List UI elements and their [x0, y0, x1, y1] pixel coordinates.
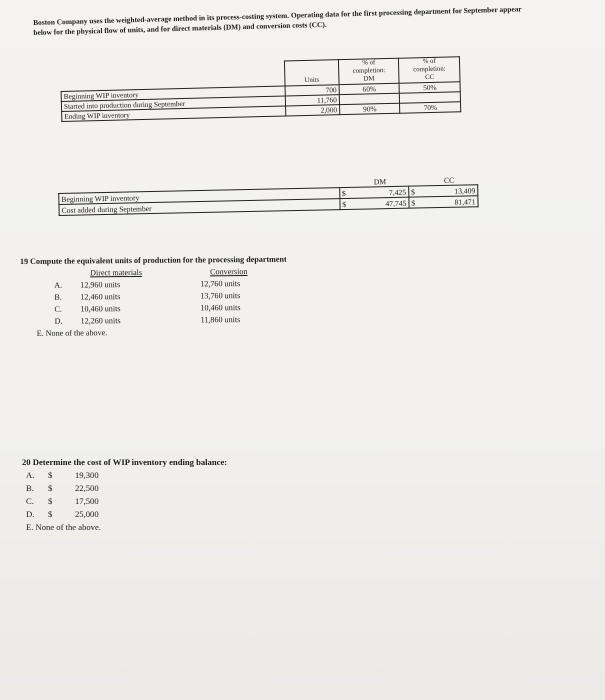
dm-header: DM — [373, 176, 387, 186]
option-letter: C. — [26, 496, 34, 506]
option-cc: 13,760 units — [200, 291, 241, 301]
question-20 — [22, 457, 322, 534]
cc-cost: 81,471 — [421, 196, 478, 208]
currency-sign: $ — [408, 186, 420, 197]
currency-sign: $ — [48, 509, 53, 519]
cc-header-line3: CC — [424, 73, 435, 82]
row-label: Beginning WIP inventory — [59, 188, 340, 205]
answer-option-c[interactable] — [22, 495, 322, 508]
option-cc: 12,760 units — [200, 279, 241, 289]
currency-sign: $ — [48, 483, 53, 493]
answer-option-a[interactable] — [22, 469, 322, 482]
cc-header-line2: completion: — [413, 65, 446, 74]
option-letter: A. — [26, 470, 35, 480]
row-label: Beginning WIP inventory — [61, 86, 285, 101]
option-cc: 10,460 units — [200, 303, 241, 313]
currency-sign: $ — [339, 187, 351, 198]
option-letter: D. — [26, 509, 35, 519]
dm-header-line3: DM — [363, 75, 375, 83]
option-amount: 25,000 — [75, 509, 99, 519]
units-header: Units — [304, 76, 320, 85]
option-dm: 12,460 units — [80, 292, 121, 302]
option-dm: 10,460 units — [80, 304, 121, 314]
dm-pct: 90% — [339, 103, 400, 114]
answer-option-e[interactable] — [22, 521, 322, 534]
option-letter: C. — [54, 304, 62, 314]
option-letter: A. — [54, 280, 63, 290]
answer-option-b[interactable] — [22, 482, 322, 495]
col-header-dm: Direct materials — [90, 267, 143, 278]
row-label: Ending WIP inventory — [62, 106, 286, 121]
row-label: Started into production during September — [61, 96, 285, 111]
currency-sign: $ — [340, 198, 352, 209]
currency-sign: $ — [48, 496, 53, 506]
dm-cost: 7,425 — [352, 186, 409, 198]
cc-header: CC — [443, 175, 455, 185]
intro-paragraph: Boston Company uses the weighted-average method in its process-costing system. Operating data for the first processing department for September appear below for the physical flow of units, and for direct materials (DM) and conversion costs (CC). — [33, 4, 522, 37]
dm-cost: 47,745 — [352, 197, 409, 209]
currency-sign: $ — [409, 197, 421, 208]
cc-header-line1: % of — [422, 57, 436, 66]
units-table — [60, 56, 462, 146]
currency-sign: $ — [48, 470, 53, 480]
option-dm: 12,260 units — [80, 316, 121, 326]
option-dm: 12,960 units — [80, 280, 121, 290]
option-amount: 17,500 — [75, 496, 99, 506]
option-letter: D. — [54, 316, 63, 326]
cc-cost: 13,409 — [421, 185, 478, 197]
option-text: E. None of the above. — [26, 522, 101, 532]
question-title: 20 Determine the cost of WIP inventory ending balance: — [22, 457, 228, 467]
units-value: 2,000 — [286, 105, 340, 116]
option-cc: 11,860 units — [200, 315, 241, 325]
col-header-cc: Conversion — [210, 267, 248, 277]
answer-option-e[interactable] — [21, 325, 381, 340]
cc-pct: 70% — [400, 102, 461, 113]
option-text: E. None of the above. — [36, 328, 108, 338]
dm-pct: 60% — [339, 83, 400, 94]
answer-option-d[interactable] — [22, 508, 322, 521]
question-title: 19 Compute the equivalent units of production for the processing department — [20, 254, 287, 266]
dm-header-line2: completion: — [352, 67, 386, 75]
dm-header-line1: % of — [362, 59, 376, 67]
units-value: 11,760 — [285, 95, 339, 106]
option-amount: 19,300 — [75, 470, 99, 480]
row-label: Cost added during September — [59, 199, 340, 216]
option-letter: B. — [54, 292, 62, 302]
option-amount: 22,500 — [75, 483, 99, 493]
costs-table — [58, 174, 479, 216]
question-19 — [20, 254, 381, 340]
units-value: 700 — [285, 85, 339, 96]
cc-pct: 50% — [399, 82, 460, 93]
option-letter: B. — [26, 483, 34, 493]
